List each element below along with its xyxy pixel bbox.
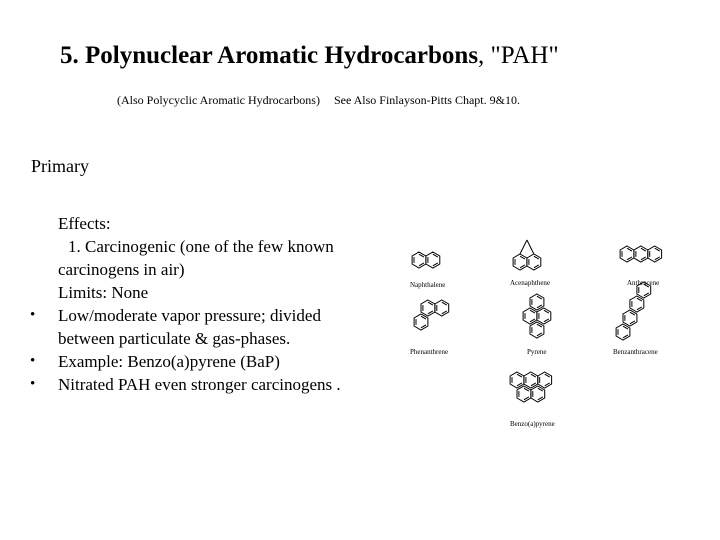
bullet-line: Low/moderate vapor pressure; divided [58, 306, 321, 325]
acenaphthene-bridge [527, 240, 534, 254]
bullet-item [30, 350, 398, 373]
section-heading: Primary [31, 156, 89, 176]
effects-item1-line1: 1. Carcinogenic (one of the few known [68, 237, 334, 256]
slide-subtitle [117, 92, 677, 108]
bullet-line: Example: Benzo(a)pyrene (BaP) [58, 352, 280, 371]
effects-heading: Effects: [58, 214, 111, 233]
acenaphthene-bridge [520, 240, 527, 254]
molecule-label-benzopyrene: Benzo(a)pyrene [510, 420, 555, 428]
body-text [30, 212, 398, 396]
bullet-line: Nitrated PAH even stronger carcinogens . [58, 375, 341, 394]
molecule-label-phenanthrene: Phenanthrene [410, 348, 449, 356]
bullet-marker: • [30, 307, 36, 323]
molecule-label-anthracene: Anthracene [627, 279, 660, 287]
molecule-label-acenaphthene: Acenaphthene [510, 279, 551, 287]
molecule-label-benzanthracene: Benzanthracene [613, 348, 658, 356]
bullet-list [30, 304, 398, 396]
bullet-line: between particulate & gas-phases. [58, 329, 291, 348]
molecule-label-naphthalene: Naphthalene [410, 281, 446, 289]
bullet-item [30, 373, 398, 396]
pah-structures-svg [405, 230, 695, 435]
limits-text: Limits: None [58, 283, 149, 302]
bullet-marker: • [30, 376, 36, 392]
subtitle-right: See Also Finlayson-Pitts Chapt. 9&10. [333, 93, 520, 107]
bullet-item [30, 304, 398, 350]
effects-item1-line2: carcinogens in air) [58, 260, 185, 279]
title-bold: 5. Polynuclear Aromatic Hydrocarbons [60, 42, 479, 69]
pah-structures-figure [405, 230, 695, 435]
title-rest: , "PAH" [478, 42, 559, 69]
molecule-label-pyrene: Pyrene [527, 348, 547, 356]
subtitle-left: (Also Polycyclic Aromatic Hydrocarbons) [117, 93, 320, 107]
bullet-marker: • [30, 353, 36, 369]
slide-title [60, 40, 700, 72]
